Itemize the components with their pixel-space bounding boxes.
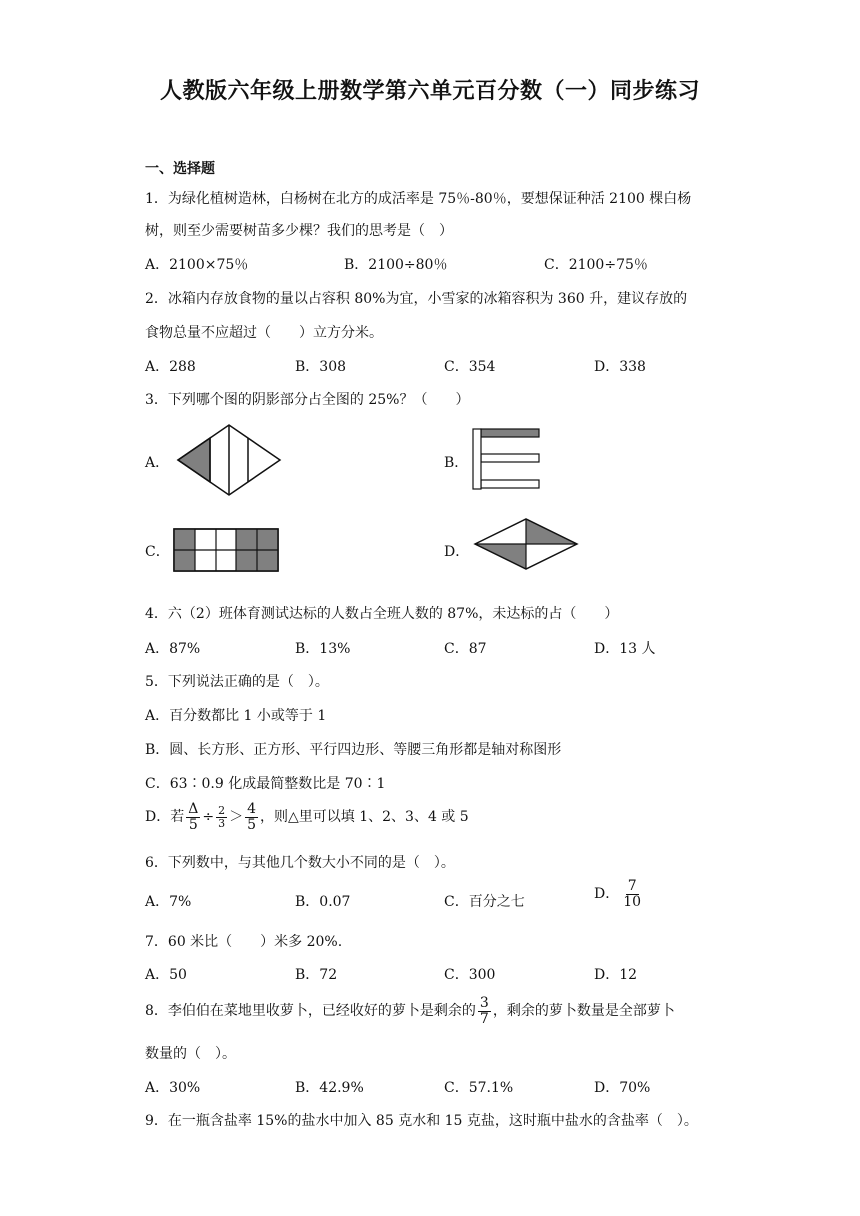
q8-option-c: C．57.1% xyxy=(444,1080,514,1096)
q4-option-d: D．13 人 xyxy=(594,641,656,657)
q5-d-suffix: ，则△里可以填 1、2、3、4 或 5 xyxy=(260,809,469,826)
q5-fraction-2 xyxy=(216,805,227,829)
q2-line1: 2．冰箱内存放食物的量以占容积 80%为宜，小雪家的冰箱容积为 360 升，建议存放的 xyxy=(145,291,688,307)
q2-option-b: B．308 xyxy=(295,359,347,375)
q5-option-b: B．圆、长方形、正方形、平行四边形、等腰三角形都是轴对称图形 xyxy=(145,742,562,758)
q6-option-a: A．7% xyxy=(145,894,192,910)
q2-line2: 食物总量不应超过（ ）立方分米。 xyxy=(145,325,383,341)
q7-option-c: C．300 xyxy=(444,967,496,983)
q8-option-b: B．42.9% xyxy=(295,1080,364,1096)
q4-option-a: A．87% xyxy=(145,641,201,657)
q3-option-b-label: B． xyxy=(444,455,469,471)
q3-line1: 3．下列哪个图的阴影部分占全图的 25%？（ ） xyxy=(145,392,470,408)
fraction-denominator: 7 xyxy=(479,1010,489,1027)
q9-line1: 9．在一瓶含盐率 15%的盐水中加入 85 克水和 15 克盐，这时瓶中盐水的含盐率（ ）。 xyxy=(145,1113,698,1129)
q2-option-a: A．288 xyxy=(145,359,196,375)
fraction-numerator: 2 xyxy=(218,804,226,818)
fraction-numerator: Δ xyxy=(188,801,199,817)
q1-option-a: A．2100×75％ xyxy=(145,257,249,273)
q5-option-c: C．63∶0.9 化成最简整数比是 70∶1 xyxy=(145,776,386,792)
q1-line1: 1．为绿化植树造林，白杨树在北方的成活率是 75％-80％，要想保证种活 2100 棵白杨 xyxy=(145,191,692,207)
q7-line1: 7．60 米比（ ）米多 20%. xyxy=(145,934,343,950)
q6-line1: 6．下列数中，与其他几个数大小不同的是（ ）。 xyxy=(145,855,455,871)
q5-option-d xyxy=(145,802,469,832)
q8-option-a: A．30% xyxy=(145,1080,201,1096)
q4-option-b: B．13% xyxy=(295,641,351,657)
q3-option-c-label: C． xyxy=(145,544,170,560)
section-heading: 一、选择题 xyxy=(145,161,215,177)
q4-option-c: C．87 xyxy=(444,641,487,657)
q2-option-d: D．338 xyxy=(594,359,646,375)
q5-line1: 5．下列说法正确的是（ ）。 xyxy=(145,674,329,690)
q3-option-d-label: D． xyxy=(444,544,470,560)
q6-option-c: C．百分之七 xyxy=(444,894,525,910)
q8-option-d: D．70% xyxy=(594,1080,651,1096)
fraction-numerator: 7 xyxy=(627,878,637,894)
q7-option-d: D．12 xyxy=(594,967,638,983)
fraction-denominator: 5 xyxy=(247,816,257,833)
q7-option-a: A．50 xyxy=(145,967,187,983)
q1-line2: 树，则至少需要树苗多少棵？我们的思考是（ ） xyxy=(145,223,453,239)
divide-sign: ÷ xyxy=(202,809,215,826)
q8-line2: 数量的（ ）。 xyxy=(145,1046,236,1062)
q5-option-a: A．百分数都比 1 小或等于 1 xyxy=(145,708,327,724)
fraction-denominator: 3 xyxy=(218,816,226,830)
q8-line1-suffix: ，剩余的萝卜数量是全部萝卜 xyxy=(492,1003,675,1020)
q4-line1: 4．六（2）班体育测试达标的人数占全班人数的 87%，未达标的占（ ） xyxy=(145,606,619,622)
q8-line1 xyxy=(145,996,675,1026)
q7-option-b: B．72 xyxy=(295,967,338,983)
q3-figure-a xyxy=(176,423,282,497)
q6-d-prefix: D． xyxy=(594,886,620,903)
q3-figure-b xyxy=(471,427,541,491)
q1-option-b: B．2100÷80％ xyxy=(344,257,448,273)
q5-d-prefix: D．若 xyxy=(145,809,185,826)
fraction-denominator: 10 xyxy=(623,893,642,910)
q8-line1-prefix: 8．李伯伯在菜地里收萝卜，已经收好的萝卜是剩余的 xyxy=(145,1003,476,1020)
page-title: 人教版六年级上册数学第六单元百分数（一）同步练习 xyxy=(159,78,700,104)
q3-figure-d xyxy=(473,517,579,571)
q8-fraction xyxy=(478,996,491,1026)
fraction-numerator: 3 xyxy=(479,995,489,1011)
q5-fraction-1 xyxy=(186,802,200,832)
fraction-denominator: 5 xyxy=(188,816,198,833)
q1-option-c: C．2100÷75％ xyxy=(544,257,648,273)
q6-fraction xyxy=(621,879,643,909)
q5-fraction-3 xyxy=(245,802,258,832)
greater-than-sign: ＞ xyxy=(229,809,244,826)
q2-option-c: C．354 xyxy=(444,359,496,375)
q3-option-a-label: A． xyxy=(145,455,170,471)
fraction-numerator: 4 xyxy=(247,801,257,817)
q6-option-d xyxy=(594,879,645,909)
q6-option-b: B．0.07 xyxy=(295,894,351,910)
q3-figure-c xyxy=(172,527,280,573)
